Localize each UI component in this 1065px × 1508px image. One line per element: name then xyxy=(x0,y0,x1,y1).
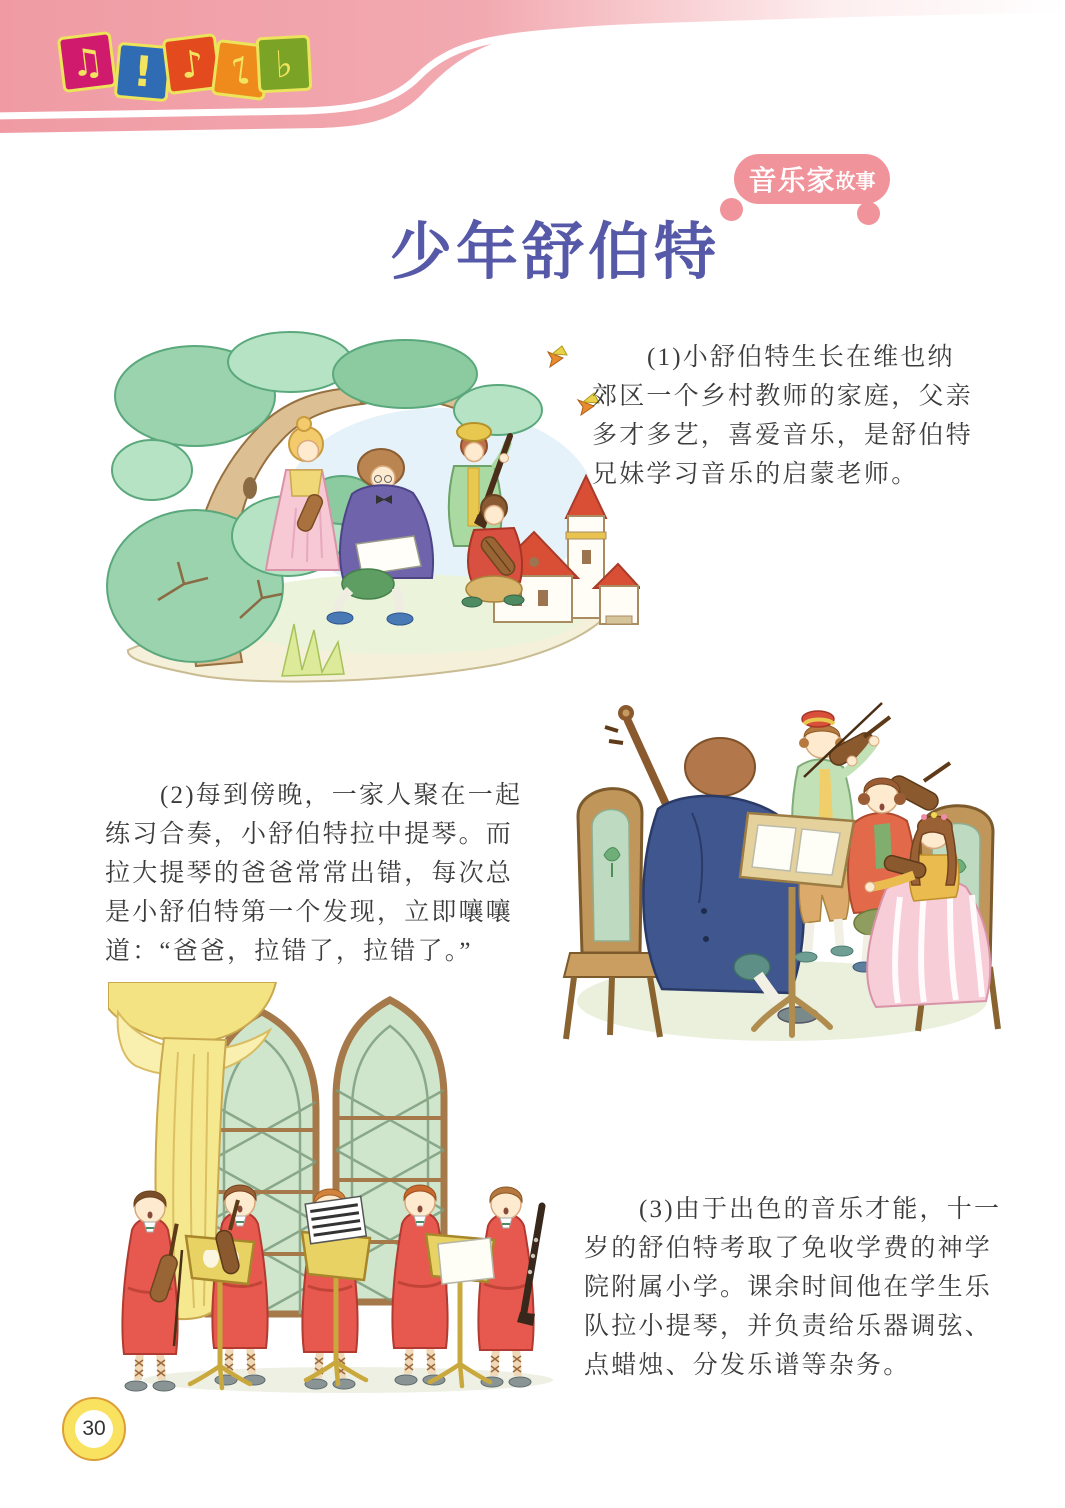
page-number-badge xyxy=(62,1397,126,1461)
header-band xyxy=(0,0,1065,230)
paragraph-line: 道：“爸爸，拉错了，拉错了。” xyxy=(105,938,473,965)
paragraph-line: 院附属小学。课余时间他在学生乐 xyxy=(584,1274,993,1301)
page-number: 30 xyxy=(75,1410,113,1448)
mirrored-eighth-note-glyph: ♪ xyxy=(226,47,256,93)
paragraph-line: 多才多艺，喜爱音乐，是舒伯特 xyxy=(592,422,973,449)
page-title: 少年舒伯特 xyxy=(389,219,720,287)
beamed-notes-icon xyxy=(57,31,117,93)
paragraph-line: (2)每到傍晚，一家人聚在一起 xyxy=(160,782,523,809)
paragraph-3 xyxy=(584,1190,1001,1385)
illustration-choir-boys-church xyxy=(108,982,568,1394)
paragraph-line: 是小舒伯特第一个发现，立即嚷嚷 xyxy=(105,899,514,926)
paragraph-line: (1)小舒伯特生长在维也纳 xyxy=(647,344,955,371)
paragraph-line: (3)由于出色的音乐才能，十一 xyxy=(639,1196,1002,1223)
sheet-music xyxy=(438,1238,494,1284)
beamed-notes-glyph: ♫ xyxy=(67,38,107,86)
paragraph-line: 郊区一个乡村教师的家庭，父亲 xyxy=(592,383,973,410)
eighth-note-glyph: ♪ xyxy=(177,41,207,87)
paragraph-line: 练习合奏，小舒伯特拉中提琴。而 xyxy=(105,821,514,848)
badge-pill xyxy=(734,154,890,204)
illustration-family-quartet xyxy=(552,645,1007,1050)
badge-main-text: 音乐家 xyxy=(748,165,836,196)
paragraph-line: 点蜡烛、分发乐谱等杂务。 xyxy=(584,1352,911,1379)
paragraph-line: 拉大提琴的爸爸常常出错，每次总 xyxy=(105,860,514,887)
badge-suffix-text: 故事 xyxy=(835,170,876,193)
flat-sign-glyph: ♭ xyxy=(274,42,294,86)
flat-sign-icon xyxy=(256,35,313,94)
paragraph-line: 兄妹学习音乐的启蒙老师。 xyxy=(592,461,919,488)
paragraph-line: 岁的舒伯特考取了免收学费的神学 xyxy=(584,1235,993,1262)
paragraph-1 xyxy=(592,338,973,494)
paragraph-line: 队拉小提琴，并负责给乐器调弦、 xyxy=(584,1313,993,1340)
exclamation-note-glyph: ! xyxy=(131,46,155,97)
paragraph-2 xyxy=(105,776,522,971)
